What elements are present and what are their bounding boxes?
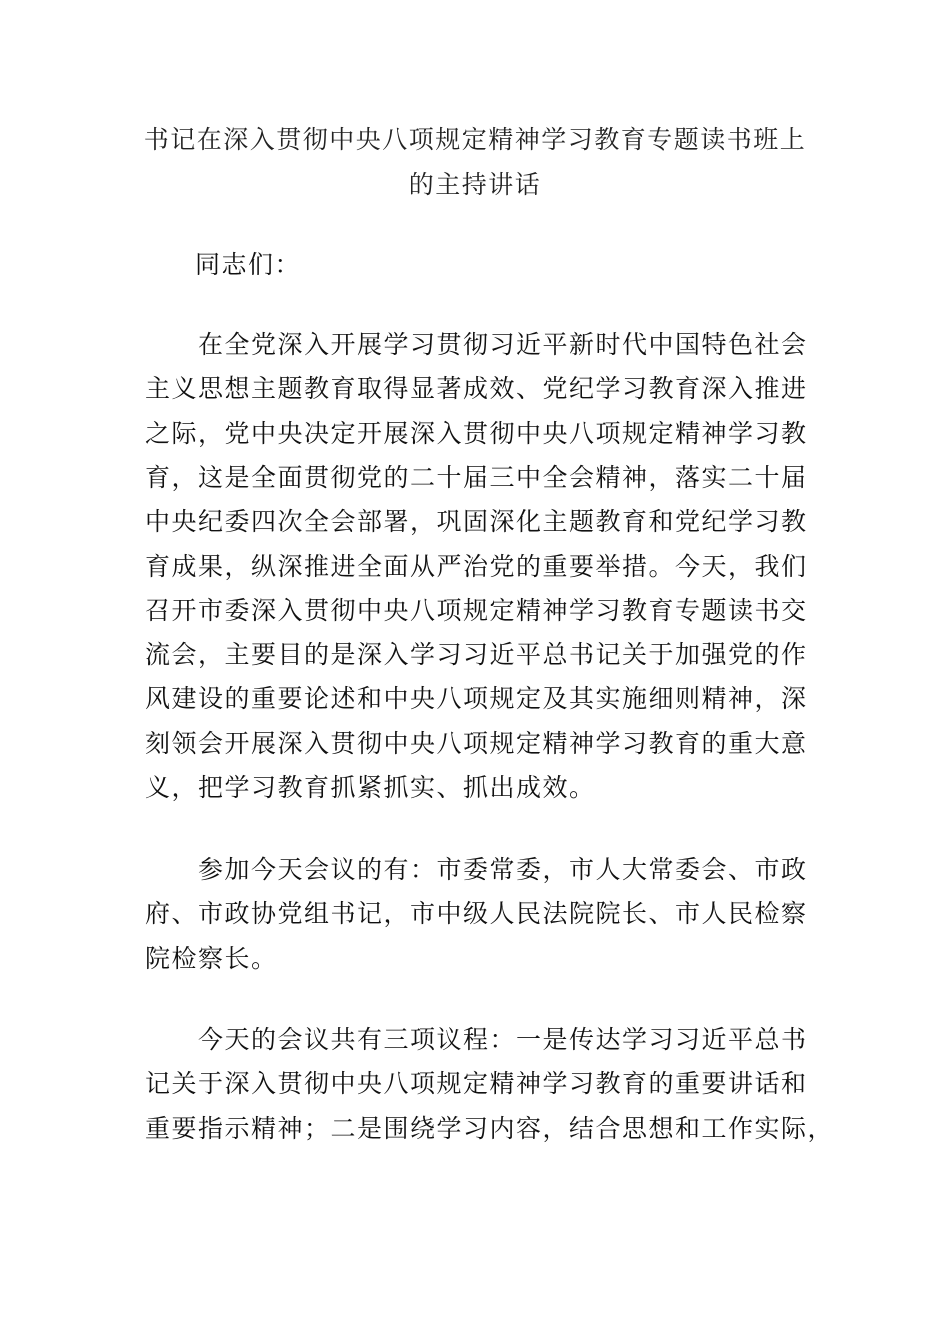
paragraph-1-line: 义，把学习教育抓紧抓实、抓出成效。	[145, 773, 596, 802]
paragraph-1-line: 召开市委深入贯彻中央八项规定精神学习教育专题读书交	[145, 595, 808, 625]
paragraph-1-line: 育成果，纵深推进全面从严治党的重要举措。今天，我们	[145, 551, 808, 581]
document-title-line-1: 书记在深入贯彻中央八项规定精神学习教育专题读书班上	[143, 125, 807, 154]
paragraph-3-line: 重要指示精神；二是围绕学习内容，结合思想和工作实际，	[145, 1113, 835, 1143]
paragraph-1-line: 育，这是全面贯彻党的二十届三中全会精神，落实二十届	[145, 462, 808, 492]
paragraph-1-line: 风建设的重要论述和中央八项规定及其实施细则精神，深	[145, 684, 808, 714]
paragraph-1-line: 在全党深入开展学习贯彻习近平新时代中国特色社会	[145, 330, 808, 359]
paragraph-2-line: 参加今天会议的有：市委常委，市人大常委会、市政	[145, 855, 808, 884]
paragraph-3-line: 今天的会议共有三项议程：一是传达学习习近平总书	[145, 1025, 808, 1054]
paragraph-1-line: 流会，主要目的是深入学习习近平总书记关于加强党的作	[145, 640, 808, 670]
paragraph-1-line: 中央纪委四次全会部署，巩固深化主题教育和党纪学习教	[145, 507, 808, 537]
salutation: 同志们：	[195, 250, 302, 279]
paragraph-1-line: 刻领会开展深入贯彻中央八项规定精神学习教育的重大意	[145, 728, 808, 758]
paragraph-3-line: 记关于深入贯彻中央八项规定精神学习教育的重要讲话和	[145, 1069, 808, 1099]
document-title-line-2: 的主持讲话	[408, 170, 542, 199]
paragraph-2-line: 府、市政协党组书记，市中级人民法院院长、市人民检察	[145, 899, 808, 929]
paragraph-1-line: 主义思想主题教育取得显著成效、党纪学习教育深入推进	[145, 374, 808, 404]
paragraph-2-line: 院检察长。	[145, 943, 278, 973]
paragraph-1-line: 之际，党中央决定开展深入贯彻中央八项规定精神学习教	[145, 418, 808, 448]
